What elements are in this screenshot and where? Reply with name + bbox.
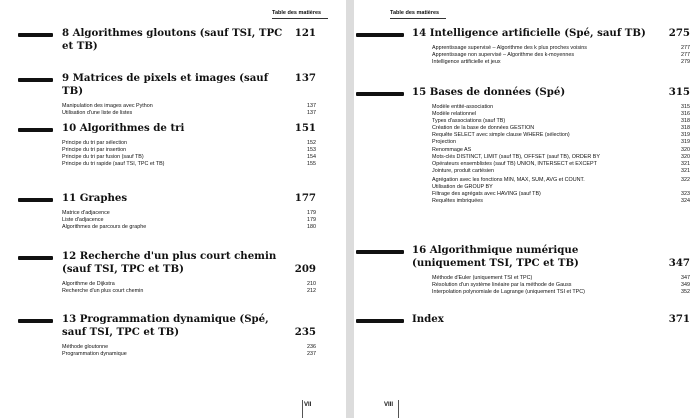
folio-right: VIII: [384, 402, 394, 408]
toc-entry[interactable]: [62, 161, 316, 168]
toc-entry-page: 277: [681, 45, 690, 51]
toc-entry-label: Algorithmes de parcours de graphe: [62, 224, 147, 231]
toc-entry-label: Requêtes imbriquées: [432, 198, 483, 205]
chapter-title: 9 Matrices de pixels et images (sauf TB): [62, 72, 269, 97]
toc-entry-label: Renommage AS: [432, 146, 472, 153]
chapter-bar: [356, 33, 404, 37]
running-header-left: Table des matières: [272, 10, 322, 16]
toc-index[interactable]: [356, 313, 690, 326]
folio-rule-right: [398, 400, 399, 418]
toc-entry-page: 319: [681, 132, 690, 139]
running-header-right: Table des matières: [390, 10, 440, 16]
toc-entry[interactable]: [432, 111, 690, 118]
right-page: [354, 0, 700, 418]
toc-entry[interactable]: [432, 45, 690, 52]
toc-entry[interactable]: [432, 184, 690, 191]
toc-entry-page: 347: [681, 275, 690, 281]
chapter-title: Index: [412, 313, 444, 325]
toc-entry-page: 180: [307, 224, 316, 231]
toc-entry[interactable]: [432, 191, 690, 198]
toc-entry-label: Jointure, produit cartésien: [432, 167, 495, 174]
toc-entry[interactable]: [62, 281, 316, 288]
chapter-page: 347: [668, 257, 690, 269]
chapter-title: 8 Algorithmes gloutons (sauf TSI, TPC et TB): [62, 27, 283, 52]
toc-entry[interactable]: [432, 168, 690, 175]
left-page: [0, 0, 346, 418]
chapter-title: 11 Graphes: [62, 192, 128, 204]
toc-entry[interactable]: [432, 147, 690, 154]
chapter-title: 10 Algorithmes de tri: [62, 122, 185, 134]
chapter-bar: [18, 128, 53, 132]
toc-entry-page: 210: [307, 281, 316, 287]
toc-entry[interactable]: [432, 282, 690, 289]
header-rule-right: [390, 18, 446, 19]
toc-entry-label: Manipulation des images avec Python: [62, 103, 153, 109]
toc-entry-label: Création de la base de données GESTION: [432, 125, 535, 132]
header-rule-left: [272, 18, 328, 19]
toc-chapter-13[interactable]: [18, 313, 316, 358]
chapter-bar: [356, 250, 404, 254]
chapter-title: 12 Recherche d'un plus court chemin (sauf TSI, TPC et TB): [62, 250, 277, 275]
toc-chapter-16[interactable]: [356, 244, 690, 296]
toc-chapter-15[interactable]: [356, 86, 690, 205]
chapter-bar: [18, 319, 53, 323]
toc-entry-label: Filtrage des agrégats avec HAVING (sauf TB): [432, 191, 541, 198]
toc-entry[interactable]: [432, 59, 690, 66]
toc-entry[interactable]: [62, 288, 316, 295]
toc-entry-page: 320: [681, 146, 690, 153]
toc-entry-label: Principe du tri par fusion (sauf TB): [62, 154, 144, 161]
chapter-title: 16 Algorithmique numérique (uniquement TSI, TPC et TB): [412, 244, 579, 269]
toc-entry[interactable]: [62, 110, 316, 117]
toc-entry[interactable]: [432, 161, 690, 168]
toc-entry-label: Utilisation d'une liste de listes: [62, 110, 133, 117]
toc-entry[interactable]: [432, 177, 690, 184]
toc-entry-label: Méthode gloutonne: [62, 344, 109, 350]
toc-entry-label: Projection: [432, 139, 456, 146]
chapter-page: 177: [294, 192, 316, 204]
toc-entry-page: 155: [307, 161, 316, 168]
toc-entry[interactable]: [62, 351, 316, 358]
toc-entry-page: 152: [307, 140, 316, 146]
toc-entry-label: Interpolation polynomiale de Lagrange (uniquement TSI et TPC): [432, 289, 585, 296]
toc-entry-label: Agrégation avec les fonctions MIN, MAX, SUM, AVG et COUNT.: [432, 176, 585, 183]
toc-entry[interactable]: [62, 103, 316, 110]
toc-entry[interactable]: [62, 154, 316, 161]
toc-entry-label: Requête SELECT avec simple clause WHERE (sélection): [432, 132, 570, 139]
toc-entry[interactable]: [432, 139, 690, 146]
toc-entry-label: Utilisation de GROUP BY: [432, 184, 493, 191]
chapter-page: 137: [294, 72, 316, 84]
chapter-bar: [356, 319, 404, 323]
toc-entry-label: Méthode d'Euler (uniquement TSI et TPC): [432, 275, 533, 281]
toc-entry-label: Types d'associations (sauf TB): [432, 118, 506, 125]
toc-entry-page: 137: [307, 103, 316, 109]
toc-chapter-14[interactable]: [356, 27, 690, 66]
toc-entry[interactable]: [432, 52, 690, 59]
chapter-page: 151: [294, 122, 316, 134]
toc-chapter-10[interactable]: [18, 122, 316, 168]
toc-entry-label: Modèle entité-association: [432, 104, 494, 110]
chapter-page: 315: [668, 86, 690, 98]
chapter-bar: [18, 78, 53, 82]
toc-entry-page: 179: [307, 210, 316, 216]
chapter-bar: [18, 198, 53, 202]
toc-chapter-12[interactable]: [18, 250, 316, 295]
toc-entry-label: Principe du tri par sélection: [62, 140, 128, 146]
chapter-bar: [18, 256, 53, 260]
toc-entry-page: 322: [681, 176, 690, 183]
toc-entry-page: 279: [681, 59, 690, 66]
toc-entry-page: 154: [307, 154, 316, 161]
chapter-title: 13 Programmation dynamique (Spé, sauf TSI, TPC et TB): [62, 313, 269, 338]
toc-entry-page: 352: [681, 289, 690, 296]
toc-entry[interactable]: [62, 140, 316, 147]
toc-entry[interactable]: [62, 147, 316, 154]
chapter-page: 209: [294, 263, 316, 275]
toc-entry-label: Algorithme de Dijkstra: [62, 281, 115, 287]
chapter-title: 14 Intelligence artificielle (Spé, sauf TB): [412, 27, 646, 39]
toc-entry[interactable]: [432, 132, 690, 139]
toc-entry-label: Apprentissage non supervisé – Algorithme des k-moyennes: [432, 52, 575, 59]
toc-entry[interactable]: [62, 210, 316, 217]
chapter-bar: [18, 33, 53, 37]
toc-entry-page: 318: [681, 125, 690, 132]
toc-entry-page: 316: [681, 111, 690, 118]
folio-rule-left: [302, 400, 303, 418]
chapter-page: 235: [294, 326, 316, 338]
toc-chapter-9[interactable]: [18, 72, 316, 117]
toc-entry[interactable]: [432, 289, 690, 296]
toc-entry-page: 324: [681, 198, 690, 205]
toc-entry-label: Modèle relationnel: [432, 111, 477, 118]
toc-entry[interactable]: [62, 217, 316, 224]
toc-entry-label: Programmation dynamique: [62, 351, 127, 358]
chapter-page: 371: [668, 313, 690, 325]
toc-entry-page: 179: [307, 217, 316, 224]
toc-entry[interactable]: [62, 224, 316, 231]
chapter-bar: [356, 92, 404, 96]
toc-chapter-11[interactable]: [18, 192, 316, 231]
toc-entry-page: 237: [307, 351, 316, 358]
toc-entry-label: Intelligence artificielle et jeux: [432, 59, 501, 66]
toc-entry[interactable]: [432, 104, 690, 111]
toc-entry[interactable]: [432, 125, 690, 132]
toc-entry-page: 236: [307, 344, 316, 350]
toc-entry-page: 277: [681, 52, 690, 59]
toc-entry-page: 137: [307, 110, 316, 117]
toc-chapter-8[interactable]: [18, 27, 316, 53]
toc-entry[interactable]: [62, 344, 316, 351]
toc-entry-label: Recherche d'un plus court chemin: [62, 288, 144, 295]
toc-entry-page: 319: [681, 139, 690, 146]
toc-entry-page: 321: [681, 167, 690, 174]
folio-left: VII: [304, 402, 312, 408]
chapter-title: 15 Bases de données (Spé): [412, 86, 566, 98]
toc-entry-page: 320: [681, 153, 690, 160]
toc-entry-label: Principe du tri par insertion: [62, 147, 127, 154]
toc-entry[interactable]: [432, 198, 690, 205]
toc-entry-label: Liste d'adjacence: [62, 217, 104, 224]
toc-entry-page: 315: [681, 104, 690, 110]
toc-entry-page: 321: [681, 160, 690, 167]
toc-entry-label: Résolution d'un système linéaire par la méthode de Gauss: [432, 282, 572, 289]
toc-entry-label: Matrice d'adjacence: [62, 210, 110, 216]
toc-entry-page: 349: [681, 282, 690, 289]
toc-entry[interactable]: [432, 118, 690, 125]
toc-entry-label: Apprentissage supervisé – Algorithme des k plus proches voisins: [432, 45, 587, 51]
toc-entry-page: 212: [307, 288, 316, 295]
toc-entry-page: 153: [307, 147, 316, 154]
toc-entry[interactable]: [432, 154, 690, 161]
toc-entry-page: 323: [681, 191, 690, 198]
toc-entry-label: Mots-clés DISTINCT, LIMIT (sauf TB), OFFSET (sauf TB), ORDER BY: [432, 153, 600, 160]
chapter-page: 121: [294, 27, 316, 39]
toc-entry-label: Principe du tri rapide (sauf TSI, TPC et TB): [62, 161, 165, 168]
chapter-page: 275: [668, 27, 690, 39]
toc-entry[interactable]: [432, 275, 690, 282]
book-gutter: [346, 0, 354, 418]
toc-entry-page: 318: [681, 118, 690, 125]
toc-entry-label: Opérateurs ensemblistes (sauf TB) UNION, INTERSECT et EXCEPT: [432, 160, 597, 167]
